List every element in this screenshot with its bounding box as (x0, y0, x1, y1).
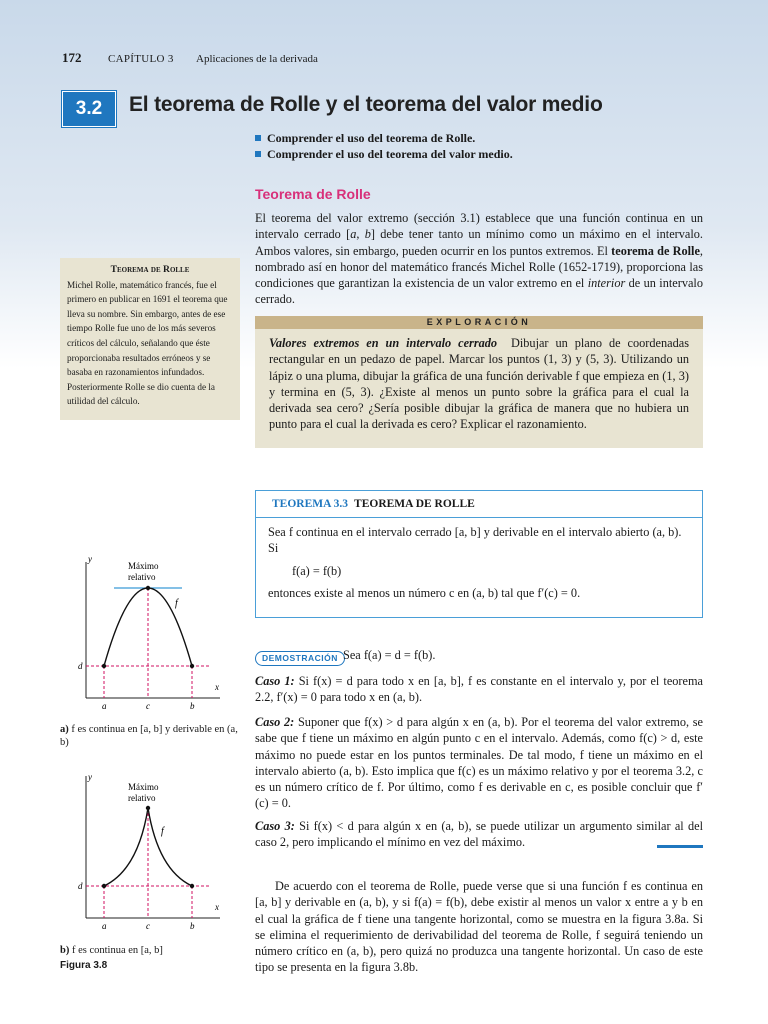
b-label: b (190, 701, 195, 711)
bullet-square-icon (255, 151, 261, 157)
figure-3-8a (60, 550, 230, 715)
point-a (102, 884, 106, 888)
b-label: b (190, 921, 195, 931)
d-label: d (78, 661, 83, 671)
point-max (146, 806, 150, 810)
objective-item: Comprender el uso del teorema del valor medio. (255, 146, 513, 162)
a-label: a (102, 921, 107, 931)
max-label-2: relativo (128, 793, 156, 803)
objective-item: Comprender el uso del teorema de Rolle. (255, 130, 513, 146)
chapter-title: Aplicaciones de la derivada (196, 53, 318, 65)
intro-paragraph: El teorema del valor extremo (sección 3.1) establece que una función continua en un intervalo cerrado [a, b] debe tener tanto un mínimo como un máximo en el intervalo. Ambos valores, sin embargo, pueden ocurrir en los puntos extremos. El teorema de Rolle, nombrado así en honor del matemático francés Michel Rolle (1652-1719), proporciona las condiciones que garantizan la existencia de un valor extremo en el interior de un intervalo cerrado. (255, 211, 703, 307)
exploration-box (255, 316, 703, 448)
end-of-proof-rule (657, 845, 703, 848)
theorem-box (255, 490, 703, 618)
figure-a-caption: a) f es continua en [a, b] y derivable en (a, b) (60, 724, 238, 748)
proof-badge: DEMOSTRACIÓN (255, 651, 345, 666)
point-max (146, 586, 150, 590)
theorem-header (256, 491, 702, 518)
section-title: El teorema de Rolle y el teorema del valor medio (129, 93, 603, 116)
theorem-name: TEOREMA DE ROLLE (354, 498, 475, 510)
case-2: Caso 2: Suponer que f(x) > d para algún x en (a, b). Por el teorema del valor extremo, se sabe que f tiene un máximo en algún punto c en el intervalo. Además, como f(c) > d, este máximo no puede estar en los puntos terminales. De tal modo, f tiene un máximo en el intervalo abierto (a, b). Esto implica que f(c) es un máximo relativo y por el teorema 3.2, c es un número crítico de f. Por último, como f es derivable en c, es posible concluir que f′(c) = 0. (255, 715, 703, 811)
case-3: Caso 3: Si f(x) < d para algún x en (a, b), se puede utilizar un argumento similar al del caso 2, pero implicando el mínimo en vez del máximo. (255, 819, 703, 850)
exploration-text: Dibujar un plano de coordenadas rectangular en un pedazo de papel. Marcar los puntos (1, 3) y (5, 3). Utilizando un lápiz o una pluma, dibujar la gráfica de una función derivable f que empieza en (1, 3) y termina en (5, 3). ¿Existe al menos un punto sobre la gráfica para el cual la derivada sea cero? ¿Sería posible dibujar la gráfica de manera que no hubiera un punto para el cual la derivada es cero? Explicar el razonamiento. (269, 336, 689, 432)
historical-note (60, 258, 240, 420)
bullet-square-icon (255, 135, 261, 141)
section-number: 3.2 (62, 91, 116, 127)
max-label-1: Máximo (128, 782, 159, 792)
note-title: Teorema de Rolle (110, 264, 190, 275)
d-label: d (78, 881, 83, 891)
x-axis-label: x (215, 902, 219, 912)
point-b (190, 884, 194, 888)
f-label: f (175, 598, 178, 609)
chapter-label: CAPÍTULO 3 (108, 53, 174, 65)
figure-label: Figura 3.8 (60, 960, 108, 971)
y-axis-label: y (88, 772, 92, 782)
page-number: 172 (62, 50, 82, 65)
c-label: c (146, 921, 150, 931)
max-label-1: Máximo (128, 561, 159, 571)
objectives-list (255, 130, 513, 162)
x-axis-label: x (215, 682, 219, 692)
point-b (190, 664, 194, 668)
proof-intro: Sea f(a) = d = f(b). (343, 648, 436, 662)
theorem-label: TEOREMA 3.3 (272, 498, 349, 510)
a-label: a (102, 701, 107, 711)
exploration-title: Valores extremos en un intervalo cerrado (269, 336, 498, 350)
y-axis-label: y (88, 554, 92, 564)
max-label-2: relativo (128, 572, 156, 582)
note-text: Michel Rolle, matemático francés, fue el primero en publicar en 1691 el teorema que lleva su nombre. Sin embargo, antes de ese tiempo Rolle fue uno de los más severos críticos del cálculo, señalando que éste proporcionaba resultados erróneos y se basaba en razonamientos infundados. Posteriormente Rolle se dio cuenta de la utilidad del cálculo. (67, 279, 228, 407)
f-label: f (161, 826, 164, 837)
case-1: Caso 1: Si f(x) = d para todo x en [a, b], f es constante en el intervalo y, por el teorema 2.2, f′(x) = 0 para todo x en (a, b). (255, 674, 703, 705)
subsection-title: Teorema de Rolle (255, 186, 371, 202)
figure-b-caption: b) f es continua en [a, b] (60, 945, 163, 956)
point-a (102, 664, 106, 668)
figure-3-8b (60, 770, 230, 935)
exploration-header: EXPLORACIÓN (255, 316, 703, 329)
theorem-equation: f(a) = f(b) (292, 563, 342, 578)
exploration-body (255, 329, 703, 439)
running-header (62, 50, 318, 66)
closing-paragraph: De acuerdo con el teorema de Rolle, puede verse que si una función f es continua en [a, b] y derivable en (a, b), y si f(a) = f(b), debe existir al menos un valor x entre a y b en el cual la gráfica de f tiene una tangente horizontal, como se muestra en la figura 3.8a. Si se elimina el requerimiento de derivabilidad del teorema de Rolle, f seguirá teniendo un número crítico en (a, b), pero quizá no produzca una tangente horizontal. Un caso de este tipo se presenta en la figura 3.8b. (255, 879, 703, 975)
theorem-body: Sea f continua en el intervalo cerrado [a, b] y derivable en el intervalo abierto (a, b). Si f(a) = f(b) entonces existe al menos un número c en (a, b) tal que f′(c) = 0. (256, 518, 702, 607)
c-label: c (146, 701, 150, 711)
